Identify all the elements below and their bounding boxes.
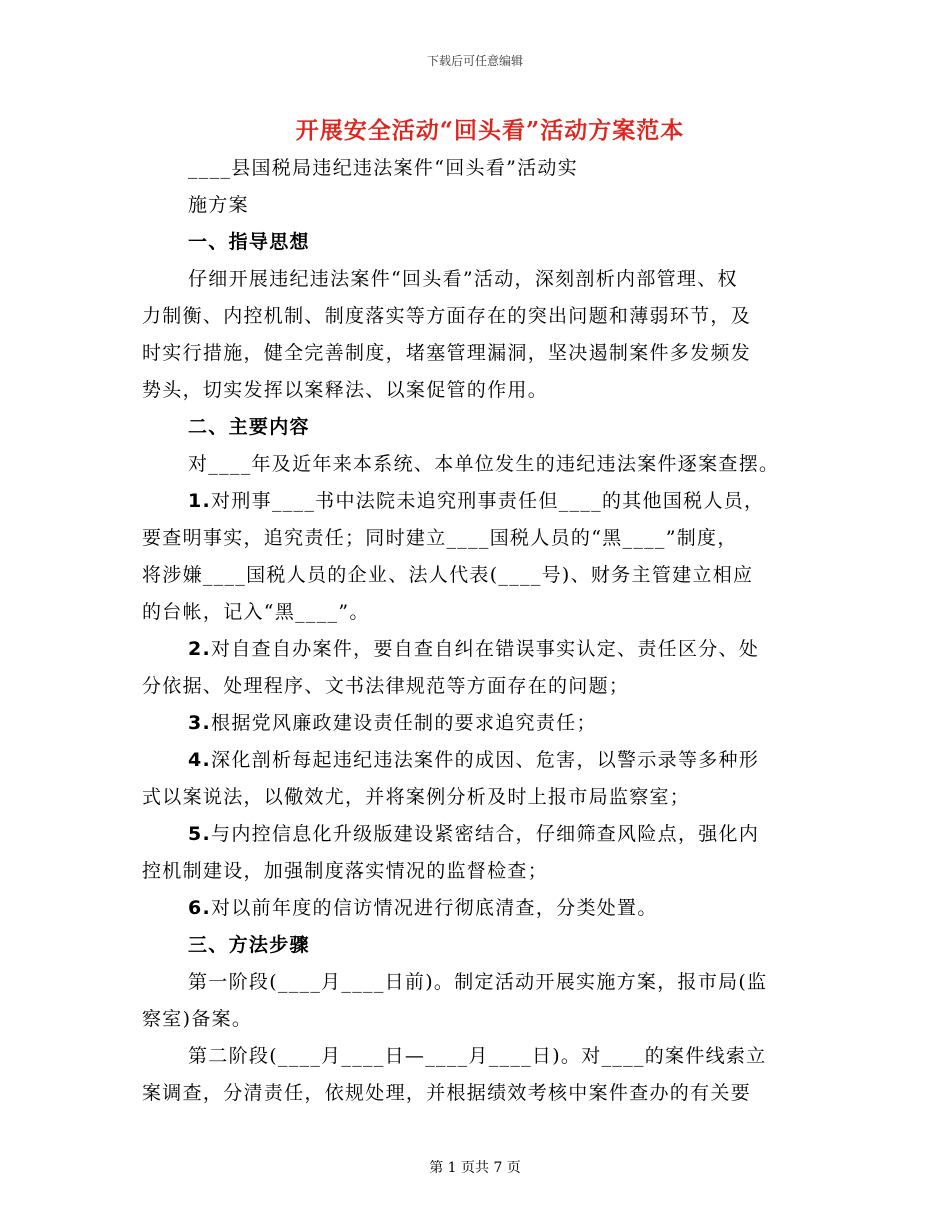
body-line xyxy=(142,816,814,853)
body-line xyxy=(142,631,814,668)
line-text: 二、主要内容 xyxy=(188,416,310,438)
body-line xyxy=(142,1075,814,1112)
line-text: 仔细开展违纪违法案件“回头看”活动，深刻剖析内部管理、权 xyxy=(188,268,738,290)
line-text: 控机制建设，加强制度落实情况的监督检查； xyxy=(142,860,549,882)
line-text: 将涉嫌____国税人员的企业、法人代表(____号)、财务主管建立相应 xyxy=(142,564,754,586)
item-number: 5. xyxy=(188,823,212,845)
line-text: 一、指导思想 xyxy=(188,231,310,253)
header-note: 下载后可任意编辑 xyxy=(426,54,523,68)
line-text: 式以案说法，以儆效尤，并将案例分析及时上报市局监察室； xyxy=(142,786,691,808)
document-body xyxy=(142,150,814,1112)
line-text: 案调查，分清责任，依规处理，并根据绩效考核中案件查办的有关要 xyxy=(142,1082,752,1104)
body-line xyxy=(142,890,814,927)
body-line xyxy=(142,187,814,224)
line-text: 对____年及近年来本系统、本单位发生的违纪违法案件逐案查摆。 xyxy=(188,453,780,475)
body-line xyxy=(142,372,814,409)
body-line xyxy=(142,594,814,631)
body-line xyxy=(142,298,814,335)
line-text: 第一阶段(____月____日前)。制定活动开展实施方案，报市局(监 xyxy=(188,971,768,993)
body-line xyxy=(142,779,814,816)
body-line xyxy=(142,335,814,372)
section-heading xyxy=(142,927,814,964)
page-footer: 第 1 页共 7 页 xyxy=(429,1160,521,1176)
body-line xyxy=(142,150,814,187)
line-text: 时实行措施，健全完善制度，堵塞管理漏洞，坚决遏制案件多发频发 xyxy=(142,342,752,364)
body-line xyxy=(142,705,814,742)
body-line xyxy=(142,668,814,705)
line-text: 的台帐，记入“黑____”。 xyxy=(142,601,370,623)
body-line xyxy=(142,1038,814,1075)
line-text: 三、方法步骤 xyxy=(188,934,310,956)
body-line xyxy=(142,520,814,557)
body-line xyxy=(142,1001,814,1038)
item-number: 3. xyxy=(188,712,212,734)
line-text: 力制衡、内控机制、制度落实等方面存在的突出问题和薄弱环节，及 xyxy=(142,305,752,327)
body-line xyxy=(142,742,814,779)
line-text: 势头，切实发挥以案释法、以案促管的作用。 xyxy=(142,379,549,401)
line-text: 深化剖析每起违纪违法案件的成因、危害，以警示录等多种形 xyxy=(211,749,760,771)
body-line xyxy=(142,557,814,594)
body-line xyxy=(142,446,814,483)
body-line xyxy=(142,853,814,890)
line-text: 施方案 xyxy=(188,194,249,216)
document-title: 开展安全活动“回头看”活动方案范本 xyxy=(295,117,685,144)
line-text: ____县国税局违纪违法案件“回头看”活动实 xyxy=(188,157,579,179)
line-text: 与内控信息化升级版建设紧密结合，仔细筛查风险点，强化内 xyxy=(211,823,760,845)
line-text: 要查明事实，追究责任；同时建立____国税人员的“黑____”制度， xyxy=(142,527,738,549)
item-number: 1. xyxy=(188,490,212,512)
line-text: 分依据、处理程序、文书法律规范等方面存在的问题； xyxy=(142,675,630,697)
body-line xyxy=(142,964,814,1001)
item-number: 6. xyxy=(188,897,212,919)
item-number: 4. xyxy=(188,749,212,771)
line-text: 第二阶段(____月____日—____月____日)。对____的案件线索立 xyxy=(188,1045,767,1067)
body-line xyxy=(142,261,814,298)
line-text: 察室)备案。 xyxy=(142,1008,253,1030)
section-heading xyxy=(142,409,814,446)
line-text: 根据党风廉政建设责任制的要求追究责任； xyxy=(211,712,597,734)
body-line xyxy=(142,483,814,520)
item-number: 2. xyxy=(188,638,212,660)
line-text: 对刑事____书中法院未追究刑事责任但____的其他国税人员， xyxy=(211,490,765,512)
line-text: 对自查自办案件，要自查自纠在错误事实认定、责任区分、处 xyxy=(211,638,760,660)
section-heading xyxy=(142,224,814,261)
line-text: 对以前年度的信访情况进行彻底清查，分类处置。 xyxy=(211,897,658,919)
